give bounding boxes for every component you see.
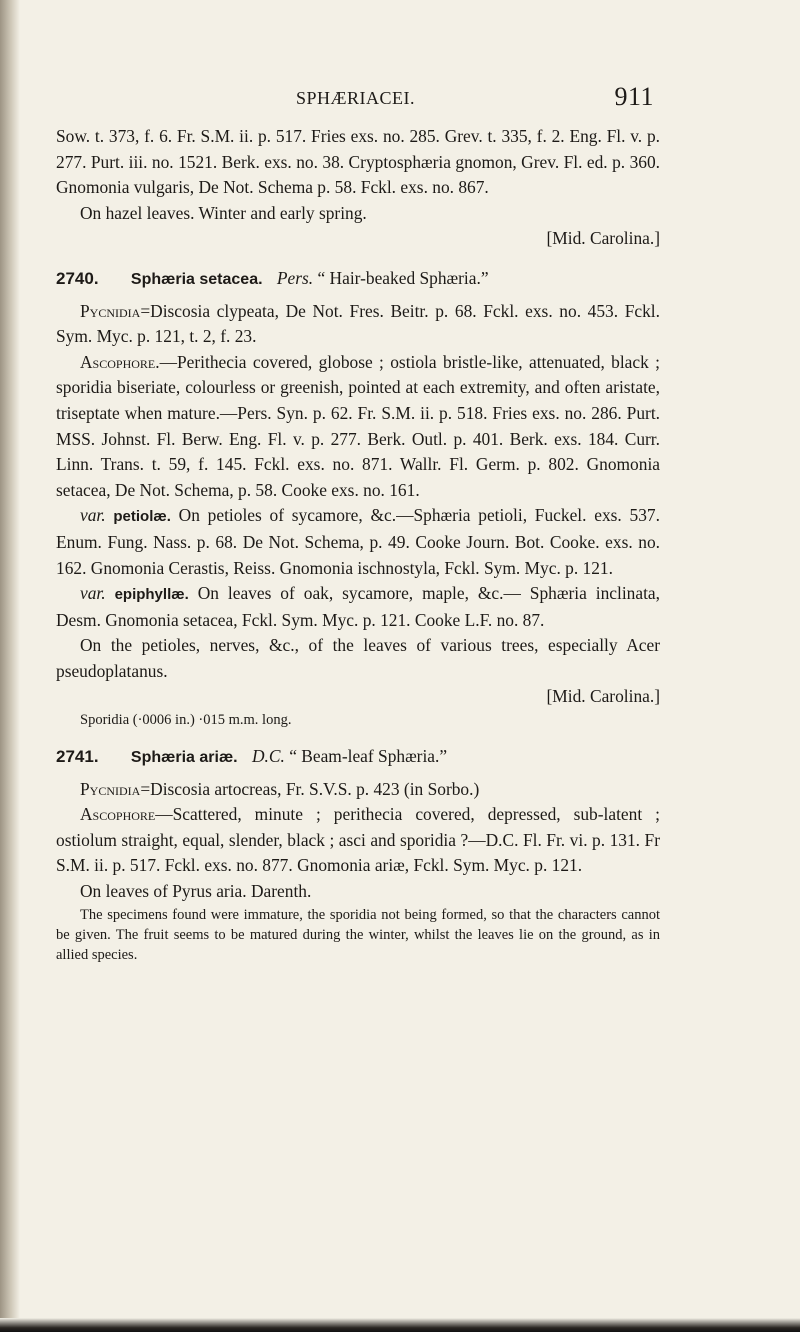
species-authority: D.C. bbox=[251, 746, 285, 767]
habitat-paragraph bbox=[56, 201, 660, 227]
species-name: Sphæria setacea. bbox=[130, 270, 263, 288]
book-spine-shadow bbox=[0, 0, 20, 1332]
species-common-name: “ Hair-beaked Sphæria.” bbox=[317, 267, 489, 288]
variety-abbrev: var. bbox=[80, 505, 106, 526]
species-common-name: “ Beam-leaf Sphæria.” bbox=[289, 746, 448, 767]
variety-abbrev: var. bbox=[80, 583, 106, 604]
species-name: Sphæria ariæ. bbox=[130, 749, 238, 767]
page-number: 911 bbox=[614, 82, 654, 111]
species-heading-2740 bbox=[56, 266, 660, 293]
species-number: 2740. bbox=[56, 268, 99, 288]
header-title: SPHÆRIACEI. bbox=[296, 88, 416, 108]
pycnidia-lead: Pycnidia bbox=[80, 300, 141, 321]
ascophore-paragraph bbox=[56, 350, 660, 504]
pycnidia-lead: Pycnidia bbox=[80, 778, 141, 799]
note-paragraph: The specimens found were immature, the sporidia not being formed, so that the characters cannot be given. The fruit seems to be matured during the winter, whilst the leaves lie on the ground, as in allied species. bbox=[56, 906, 660, 963]
habitat-paragraph: On the petioles, nerves, &c., of the leaves of various trees, especially Acer pseudoplatanus. bbox=[56, 635, 660, 681]
habitat-text: On hazel leaves. Winter and early spring. bbox=[80, 202, 367, 223]
ascophore-lead: Ascophore. bbox=[80, 351, 160, 372]
variety-text: On petioles of sycamore, &c.—Sphæria petioli, Fuckel. exs. 537. Enum. Fung. Nass. p. 68. De Not. Schema, p. 49. Cooke Journ. Bot. Cooke. exs. no. 162. Gnomonia Cerastis, Reiss. Gnomonia ischnostyla, Fckl. Sym. Myc. p. 121. bbox=[56, 505, 660, 578]
page-bottom-edge bbox=[0, 1318, 800, 1332]
locality-note: [Mid. Carolina.] bbox=[546, 228, 660, 249]
page-body bbox=[56, 124, 660, 965]
locality-note: [Mid. Carolina.] bbox=[546, 686, 660, 707]
species-authority: Pers. bbox=[276, 267, 314, 288]
species-number: 2741. bbox=[56, 747, 99, 767]
variety-epiphyllae-paragraph bbox=[56, 581, 660, 633]
habitat-paragraph: On leaves of Pyrus aria. Darenth. bbox=[80, 881, 312, 902]
ascophore-paragraph bbox=[56, 802, 660, 879]
pycnidia-text: =Discosia clypeata, De Not. Fres. Beitr. p. 68. Fckl. exs. no. 453. Fckl. Sym. Myc. p. 121, t. 2, f. 23. bbox=[56, 300, 660, 347]
pycnidia-paragraph bbox=[56, 777, 660, 803]
ascophore-lead: Ascophore bbox=[80, 804, 156, 825]
sporidia-measurement: Sporidia (·0006 in.) ·015 m.m. long. bbox=[80, 712, 292, 729]
variety-name: epiphyllæ. bbox=[114, 586, 189, 604]
variety-petiolae-paragraph bbox=[56, 503, 660, 581]
ascophore-text: —Perithecia covered, globose ; ostiola bristle-like, attenuated, black ; sporidia biseriate, colourless or greenish, pointed at each extremity, and often aristate, triseptate when mature.—Pers. Syn. p. 62. Fr. S.M. ii. p. 518. Fries exs. no. 286. Purt. MSS. Johnst. Fl. Berw. Eng. Fl. v. p. 277. Berk. Outl. p. 401. Berk. exs. 184. Curr. Linn. Trans. t. 59, f. 145. Fckl. exs. no. 871. Wallr. Fl. Germ. p. 802. Gnomonia setacea, De Not. Schema, p. 58. Cooke exs. no. 161. bbox=[56, 351, 660, 500]
variety-text: On leaves of oak, sycamore, maple, &c.— Sphæria inclinata, Desm. Gnomonia setacea, Fckl. Sym. Myc. p. 121. Cooke L.F. no. 87. bbox=[56, 583, 660, 630]
species-heading-2741 bbox=[56, 744, 660, 771]
pycnidia-text: =Discosia artocreas, Fr. S.V.S. p. 423 (in Sorbo.) bbox=[140, 778, 480, 799]
variety-name: petiolæ. bbox=[113, 508, 171, 526]
pycnidia-paragraph bbox=[56, 299, 660, 350]
ascophore-text: —Scattered, minute ; perithecia covered, depressed, sub-latent ; ostiolum straight, equal, slender, black ; asci and sporidia ?—D.C. Fl. Fr. vi. p. 131. Fr S.M. ii. p. 517. Fckl. exs. no. 877. Gnomonia ariæ, Fckl. Sym. Myc. p. 121. bbox=[56, 804, 660, 876]
references-paragraph: Sow. t. 373, f. 6. Fr. S.M. ii. p. 517. Fries exs. no. 285. Grev. t. 335, f. 2. Eng. Fl. v. p. 277. Purt. iii. no. 1521. Berk. exs. no. 38. Cryptosphæria gnomon, Grev. Fl. ed. p. 360. Gnomonia vulgaris, De Not. Schema p. 58. Fckl. exs. no. 867. bbox=[56, 126, 660, 198]
